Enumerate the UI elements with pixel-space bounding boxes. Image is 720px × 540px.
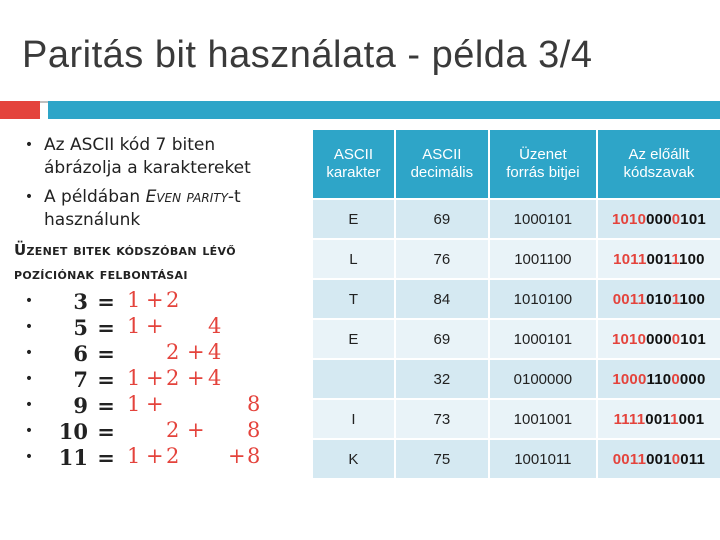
term-4: 4 [208, 366, 222, 390]
cell-char: T [313, 279, 395, 319]
cell-char: L [313, 239, 395, 279]
table-row [313, 359, 720, 399]
plus-sign: + [146, 366, 164, 390]
term-1: 1 [127, 366, 141, 390]
decomposition-heading: Üzenet bitek kódszóban lévő pozíciónak felbontásai [14, 241, 236, 283]
term-1: 1 [127, 444, 141, 468]
codeword-parity-c: 0 [671, 370, 680, 388]
codeword-data-d: 100 [679, 290, 706, 308]
codeword-parity-c: 0 [671, 210, 681, 228]
even-parity-term: Even parity [145, 187, 228, 207]
equation-terms [124, 340, 304, 366]
bullet-dot: • [24, 189, 34, 205]
cell-source-bits: 1010100 [489, 279, 597, 319]
cell-decimal: 69 [395, 199, 489, 239]
equals-sign: = [97, 366, 115, 392]
cell-decimal: 32 [395, 359, 489, 399]
bullet-dot: • [24, 449, 34, 465]
codeword-data-b: 001 [646, 250, 672, 268]
codeword-data-d: 001 [678, 410, 705, 428]
equation-terms [124, 366, 304, 392]
cell-char [313, 359, 395, 399]
codeword-parity-c: 1 [671, 290, 680, 308]
bullet-even-parity [14, 186, 314, 232]
table-row [313, 199, 720, 239]
table-row [313, 239, 720, 279]
equation-terms [124, 444, 304, 470]
equation-position: 10 [58, 418, 88, 444]
codeword-data-d: 011 [680, 450, 706, 468]
equals-sign: = [97, 392, 115, 418]
plus-sign: + [187, 366, 205, 390]
codeword-parity-a: 0011 [612, 450, 647, 468]
equation-row [14, 392, 314, 418]
cell-codeword [597, 439, 720, 478]
equals-sign: = [97, 314, 115, 340]
cell-codeword [597, 199, 720, 239]
codeword-parity-c: 1 [670, 410, 679, 428]
cell-codeword [597, 399, 720, 439]
equation-row [14, 418, 314, 444]
equation-terms [124, 392, 304, 418]
table-row [313, 319, 720, 359]
bullet-text-line2: használunk [44, 210, 141, 230]
equation-position: 7 [73, 366, 88, 392]
term-4: 4 [208, 340, 222, 364]
equation-list [14, 288, 314, 470]
equation-terms [124, 418, 304, 444]
cell-decimal: 75 [395, 439, 489, 478]
equation-row [14, 340, 314, 366]
equation-position: 9 [73, 392, 88, 418]
term-2: 2 [166, 444, 180, 468]
cell-source-bits: 1000101 [489, 319, 597, 359]
cell-decimal: 69 [395, 319, 489, 359]
plus-sign: + [146, 444, 164, 468]
codeword-parity-a: 1010 [611, 330, 647, 348]
term-8: 8 [247, 418, 261, 442]
table-header-row [313, 130, 720, 199]
codeword-data-d: 000 [679, 370, 706, 388]
equation-position: 5 [73, 314, 88, 340]
equation-row [14, 288, 314, 314]
table-row [313, 279, 720, 319]
term-8: 8 [247, 392, 261, 416]
codeword-parity-a: 1000 [612, 370, 647, 388]
cell-decimal: 73 [395, 399, 489, 439]
plus-sign: + [187, 340, 205, 364]
table-row [313, 399, 720, 439]
cell-char: K [313, 439, 395, 478]
codeword-parity-a: 1011 [613, 250, 647, 268]
plus-sign: + [146, 392, 164, 416]
bullet-text-line1: Az ASCII kód 7 biten [44, 135, 216, 155]
plus-sign: + [146, 288, 164, 312]
codeword-parity-a: 1111 [613, 410, 646, 428]
term-8: 8 [247, 444, 261, 468]
equation-position: 11 [58, 444, 88, 470]
codeword-parity-c: 0 [671, 450, 681, 468]
header-codewords: Az előállt kódszavak [597, 130, 720, 199]
equation-terms [124, 314, 304, 340]
bullet-dot: • [24, 371, 34, 387]
term-4: 4 [208, 314, 222, 338]
equation-row [14, 314, 314, 340]
codeword-parity-a: 1010 [611, 210, 647, 228]
term-2: 2 [166, 340, 180, 364]
codeword-data-d: 100 [679, 250, 705, 268]
cell-decimal: 84 [395, 279, 489, 319]
equation-row [14, 366, 314, 392]
codeword-data-b: 010 [646, 290, 672, 308]
codeword-data-b: 000 [646, 210, 672, 228]
cell-source-bits: 0100000 [489, 359, 597, 399]
equation-terms [124, 288, 304, 314]
bullet-dot: • [24, 345, 34, 361]
cell-source-bits: 1001011 [489, 439, 597, 478]
term-2: 2 [166, 366, 180, 390]
bullet-dot: • [24, 397, 34, 413]
codeword-data-b: 001 [646, 450, 672, 468]
codeword-data-b: 000 [646, 330, 672, 348]
table-row [313, 439, 720, 478]
cell-codeword [597, 319, 720, 359]
plus-sign: + [228, 444, 246, 468]
parity-table [313, 130, 720, 478]
bullet-text-post: -t [227, 187, 241, 207]
bullet-dot: • [24, 137, 34, 153]
bullet-dot: • [24, 423, 34, 439]
codeword-data-b: 110 [646, 370, 672, 388]
term-1: 1 [127, 392, 141, 416]
bullet-dot: • [24, 319, 34, 335]
bullet-ascii-7bit [14, 134, 314, 180]
equals-sign: = [97, 288, 115, 314]
cell-source-bits: 1001001 [489, 399, 597, 439]
codeword-parity-a: 0011 [612, 290, 647, 308]
left-content [14, 134, 314, 470]
equation-row [14, 444, 314, 470]
header-source-bits: Üzenet forrás bitjei [489, 130, 597, 199]
accent-bar-red [0, 101, 40, 119]
cell-char: I [313, 399, 395, 439]
codeword-parity-c: 0 [671, 330, 681, 348]
plus-sign: + [187, 418, 205, 442]
accent-bar-blue [48, 101, 720, 119]
bullet-dot: • [24, 293, 34, 309]
plus-sign: + [146, 314, 164, 338]
codeword-data-d: 101 [680, 330, 706, 348]
codeword-data-b: 001 [645, 410, 671, 428]
header-ascii-decimal: ASCII decimális [395, 130, 489, 199]
equals-sign: = [97, 444, 115, 470]
equation-position: 3 [73, 288, 88, 314]
equals-sign: = [97, 418, 115, 444]
cell-source-bits: 1001100 [489, 239, 597, 279]
cell-char: E [313, 199, 395, 239]
header-ascii-char: ASCII karakter [313, 130, 395, 199]
cell-char: E [313, 319, 395, 359]
codeword-data-d: 101 [680, 210, 706, 228]
cell-source-bits: 1000101 [489, 199, 597, 239]
cell-decimal: 76 [395, 239, 489, 279]
cell-codeword [597, 279, 720, 319]
bullet-text-line2: ábrázolja a karaktereket [44, 158, 251, 178]
term-1: 1 [127, 288, 141, 312]
bullet-text-pre: A példában [44, 187, 146, 207]
equation-position: 6 [73, 340, 88, 366]
cell-codeword [597, 239, 720, 279]
term-1: 1 [127, 314, 141, 338]
codeword-parity-c: 1 [671, 250, 680, 268]
term-2: 2 [166, 288, 180, 312]
term-2: 2 [166, 418, 180, 442]
slide-title: Paritás bit használata - példa 3/4 [22, 34, 593, 76]
equals-sign: = [97, 340, 115, 366]
cell-codeword [597, 359, 720, 399]
